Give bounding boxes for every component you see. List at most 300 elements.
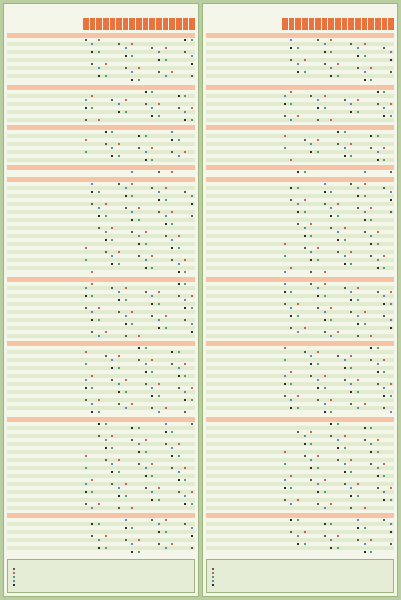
dot-marker-icon	[158, 395, 160, 397]
table-cell	[156, 334, 162, 338]
table-cell	[116, 334, 122, 338]
dot-marker-icon	[178, 247, 180, 249]
square-marker-icon	[330, 215, 332, 217]
province-section	[7, 341, 195, 414]
row-cells	[83, 550, 195, 554]
table-cell	[103, 158, 109, 162]
dot-marker-icon	[297, 303, 299, 305]
table-row	[7, 270, 195, 274]
dot-marker-icon	[125, 539, 127, 541]
dot-marker-icon	[297, 315, 299, 317]
dot-marker-icon	[145, 467, 147, 469]
square-marker-icon	[284, 103, 286, 105]
square-marker-icon	[151, 303, 153, 305]
column-header	[103, 18, 109, 30]
dot-marker-icon	[85, 39, 87, 41]
row-cells	[83, 506, 195, 510]
table-cell	[176, 118, 182, 122]
column-header	[110, 18, 116, 30]
dot-marker-icon	[330, 119, 332, 121]
dot-marker-icon	[297, 187, 299, 189]
dot-marker-icon	[191, 423, 193, 425]
column-header	[83, 18, 89, 30]
dot-marker-icon	[344, 379, 346, 381]
column-header	[116, 18, 122, 30]
dot-marker-icon	[330, 191, 332, 193]
dot-marker-icon	[377, 347, 379, 349]
table-cell	[322, 158, 328, 162]
dot-marker-icon	[337, 215, 339, 217]
table-row	[206, 78, 394, 82]
province-section	[206, 165, 394, 174]
dot-marker-icon	[337, 203, 339, 205]
dot-marker-icon	[330, 51, 332, 53]
dot-marker-icon	[191, 491, 193, 493]
dot-marker-icon	[191, 55, 193, 57]
table-cell	[163, 270, 169, 274]
column-header	[156, 18, 162, 30]
dot-marker-icon	[383, 187, 385, 189]
table-cell	[103, 170, 109, 174]
province-section	[7, 125, 195, 162]
province-section	[7, 513, 195, 554]
province-section	[7, 417, 195, 510]
table-row	[7, 158, 195, 162]
table-cell	[302, 334, 308, 338]
table-cell	[295, 170, 301, 174]
dot-marker-icon	[125, 287, 127, 289]
dot-marker-icon	[158, 319, 160, 321]
dot-marker-icon	[98, 335, 100, 337]
table-cell	[116, 410, 122, 414]
dot-marker-icon	[85, 151, 87, 153]
dot-marker-icon	[357, 299, 359, 301]
dot-marker-icon	[178, 455, 180, 457]
table-cell	[322, 334, 328, 338]
dot-marker-icon	[370, 147, 372, 149]
table-cell	[169, 78, 175, 82]
dot-marker-icon	[377, 291, 379, 293]
dot-marker-icon	[13, 572, 15, 574]
table-cell	[388, 118, 394, 122]
dot-marker-icon	[344, 359, 346, 361]
dot-marker-icon	[91, 63, 93, 65]
dot-marker-icon	[131, 507, 133, 509]
dot-marker-icon	[131, 43, 133, 45]
table-cell	[348, 334, 354, 338]
column-header	[289, 18, 295, 30]
table-cell	[96, 118, 102, 122]
dot-marker-icon	[131, 439, 133, 441]
dot-marker-icon	[317, 351, 319, 353]
square-marker-icon	[91, 411, 93, 413]
table-cell	[83, 270, 89, 274]
table-cell	[315, 270, 321, 274]
dot-marker-icon	[330, 39, 332, 41]
dot-marker-icon	[145, 487, 147, 489]
square-marker-icon	[290, 187, 292, 189]
province-section	[7, 85, 195, 122]
dot-marker-icon	[370, 67, 372, 69]
square-marker-icon	[370, 243, 372, 245]
dot-marker-icon	[191, 39, 193, 41]
dot-marker-icon	[290, 291, 292, 293]
table-cell	[183, 550, 189, 554]
dot-marker-icon	[151, 159, 153, 161]
square-marker-icon	[85, 295, 87, 297]
table-cell	[116, 158, 122, 162]
dot-marker-icon	[85, 503, 87, 505]
square-marker-icon	[178, 375, 180, 377]
dot-marker-icon	[105, 423, 107, 425]
dot-marker-icon	[284, 303, 286, 305]
square-marker-icon	[310, 363, 312, 365]
square-marker-icon	[125, 195, 127, 197]
table-cell	[169, 118, 175, 122]
square-marker-icon	[297, 211, 299, 213]
square-marker-icon	[145, 91, 147, 93]
dot-marker-icon	[111, 227, 113, 229]
dot-marker-icon	[357, 335, 359, 337]
panel-right	[202, 3, 398, 597]
table-cell	[382, 118, 388, 122]
dot-marker-icon	[91, 107, 93, 109]
dot-marker-icon	[377, 151, 379, 153]
square-marker-icon	[370, 135, 372, 137]
sections	[206, 30, 394, 556]
column-header	[183, 18, 189, 30]
table-cell	[163, 78, 169, 82]
square-marker-icon	[111, 155, 113, 157]
dot-marker-icon	[191, 107, 193, 109]
table-cell	[355, 118, 361, 122]
dot-marker-icon	[330, 227, 332, 229]
province-section	[206, 341, 394, 414]
dot-marker-icon	[317, 99, 319, 101]
dot-marker-icon	[98, 539, 100, 541]
table-cell	[169, 506, 175, 510]
table-cell	[342, 334, 348, 338]
table-cell	[282, 170, 288, 174]
row-cells	[83, 78, 195, 82]
square-marker-icon	[357, 195, 359, 197]
square-marker-icon	[310, 151, 312, 153]
dot-marker-icon	[85, 259, 87, 261]
dot-marker-icon	[317, 151, 319, 153]
dot-marker-icon	[357, 287, 359, 289]
column-header	[328, 18, 334, 30]
dot-marker-icon	[383, 315, 385, 317]
table-cell	[96, 158, 102, 162]
dot-marker-icon	[105, 203, 107, 205]
dot-marker-icon	[171, 363, 173, 365]
dot-marker-icon	[118, 459, 120, 461]
square-marker-icon	[171, 247, 173, 249]
table-cell	[382, 270, 388, 274]
dot-marker-icon	[85, 363, 87, 365]
dot-marker-icon	[145, 243, 147, 245]
table-cell	[96, 334, 102, 338]
dot-marker-icon	[350, 263, 352, 265]
dot-marker-icon	[91, 479, 93, 481]
dot-marker-icon	[383, 147, 385, 149]
dot-marker-icon	[191, 547, 193, 549]
square-marker-icon	[145, 475, 147, 477]
table-cell	[335, 270, 341, 274]
table-cell	[129, 334, 135, 338]
table-cell	[110, 334, 116, 338]
dot-marker-icon	[151, 359, 153, 361]
table-cell	[315, 118, 321, 122]
table-cell	[295, 270, 301, 274]
dot-marker-icon	[138, 463, 140, 465]
table-cell	[116, 270, 122, 274]
table-cell	[189, 118, 195, 122]
dot-marker-icon	[85, 307, 87, 309]
table-cell	[96, 170, 102, 174]
column-header	[90, 18, 96, 30]
square-marker-icon	[111, 263, 113, 265]
table-cell	[136, 78, 142, 82]
dot-marker-icon	[138, 427, 140, 429]
table-cell	[143, 158, 149, 162]
dot-marker-icon	[125, 207, 127, 209]
square-marker-icon	[118, 299, 120, 301]
table-cell	[83, 78, 89, 82]
dot-marker-icon	[330, 207, 332, 209]
table-cell	[169, 270, 175, 274]
dot-marker-icon	[158, 383, 160, 385]
dot-marker-icon	[297, 223, 299, 225]
table-cell	[335, 118, 341, 122]
table-cell	[309, 334, 315, 338]
table-cell	[375, 170, 381, 174]
square-marker-icon	[357, 55, 359, 57]
table-cell	[362, 158, 368, 162]
dot-marker-icon	[98, 307, 100, 309]
table-cell	[368, 78, 374, 82]
dot-marker-icon	[377, 363, 379, 365]
square-marker-icon	[184, 119, 186, 121]
table-cell	[129, 158, 135, 162]
dot-marker-icon	[178, 491, 180, 493]
table-cell	[136, 158, 142, 162]
square-marker-icon	[158, 531, 160, 533]
column-headers	[83, 18, 195, 30]
dot-marker-icon	[158, 71, 160, 73]
dot-marker-icon	[118, 103, 120, 105]
dot-marker-icon	[310, 235, 312, 237]
dot-marker-icon	[105, 231, 107, 233]
dot-marker-icon	[184, 363, 186, 365]
column-header	[176, 18, 182, 30]
table-cell	[295, 118, 301, 122]
table-cell	[289, 78, 295, 82]
table-cell	[143, 170, 149, 174]
dot-marker-icon	[297, 203, 299, 205]
dot-marker-icon	[390, 51, 392, 53]
dot-marker-icon	[383, 371, 385, 373]
dot-marker-icon	[165, 327, 167, 329]
dot-marker-icon	[304, 139, 306, 141]
dot-marker-icon	[290, 91, 292, 93]
table-cell	[136, 550, 142, 554]
dot-marker-icon	[165, 187, 167, 189]
dot-marker-icon	[383, 47, 385, 49]
province-section	[206, 85, 394, 122]
dot-marker-icon	[350, 291, 352, 293]
square-marker-icon	[138, 243, 140, 245]
dot-marker-icon	[131, 211, 133, 213]
dot-marker-icon	[158, 115, 160, 117]
dot-marker-icon	[364, 231, 366, 233]
table-cell	[149, 410, 155, 414]
table-row	[206, 270, 394, 274]
legend	[7, 559, 195, 593]
column-header	[362, 18, 368, 30]
table-cell	[156, 170, 162, 174]
table-cell	[282, 118, 288, 122]
dot-marker-icon	[158, 499, 160, 501]
dot-marker-icon	[98, 39, 100, 41]
dot-marker-icon	[324, 203, 326, 205]
square-marker-icon	[165, 431, 167, 433]
dot-marker-icon	[178, 295, 180, 297]
dot-marker-icon	[390, 211, 392, 213]
table-cell	[163, 550, 169, 554]
table-cell	[362, 270, 368, 274]
table-cell	[90, 506, 96, 510]
dot-marker-icon	[383, 159, 385, 161]
square-marker-icon	[178, 95, 180, 97]
table-cell	[90, 78, 96, 82]
dot-marker-icon	[138, 67, 140, 69]
table-cell	[143, 78, 149, 82]
page-subtitle	[206, 13, 394, 16]
table-cell	[348, 118, 354, 122]
column-header	[335, 18, 341, 30]
dot-marker-icon	[364, 323, 366, 325]
dot-marker-icon	[324, 107, 326, 109]
dot-marker-icon	[317, 379, 319, 381]
dot-marker-icon	[284, 255, 286, 257]
square-marker-icon	[304, 235, 306, 237]
dot-marker-icon	[357, 99, 359, 101]
square-marker-icon	[324, 319, 326, 321]
table-cell	[388, 78, 394, 82]
dot-marker-icon	[184, 271, 186, 273]
square-marker-icon	[171, 139, 173, 141]
table-cell	[163, 158, 169, 162]
table-cell	[282, 334, 288, 338]
dot-marker-icon	[85, 399, 87, 401]
dot-marker-icon	[184, 467, 186, 469]
dot-marker-icon	[310, 271, 312, 273]
row-cells	[282, 334, 394, 338]
dot-marker-icon	[118, 155, 120, 157]
square-marker-icon	[284, 291, 286, 293]
dot-marker-icon	[390, 383, 392, 385]
dot-marker-icon	[85, 379, 87, 381]
dot-marker-icon	[145, 383, 147, 385]
dot-marker-icon	[184, 495, 186, 497]
dot-marker-icon	[171, 239, 173, 241]
dot-marker-icon	[364, 43, 366, 45]
column-header	[136, 18, 142, 30]
table-cell	[342, 158, 348, 162]
dot-marker-icon	[91, 491, 93, 493]
table-row	[206, 118, 394, 122]
dot-marker-icon	[118, 263, 120, 265]
dot-marker-icon	[111, 239, 113, 241]
dot-marker-icon	[191, 307, 193, 309]
dot-marker-icon	[171, 71, 173, 73]
dot-marker-icon	[377, 231, 379, 233]
dot-marker-icon	[158, 171, 160, 173]
column-header	[322, 18, 328, 30]
column-headers	[282, 18, 394, 30]
dot-marker-icon	[310, 283, 312, 285]
dot-marker-icon	[131, 323, 133, 325]
column-header	[375, 18, 381, 30]
dot-marker-icon	[191, 195, 193, 197]
table-cell	[189, 550, 195, 554]
square-marker-icon	[151, 395, 153, 397]
dot-marker-icon	[317, 39, 319, 41]
table-cell	[282, 158, 288, 162]
table-cell	[103, 118, 109, 122]
dot-marker-icon	[111, 463, 113, 465]
dot-marker-icon	[145, 135, 147, 137]
dot-marker-icon	[131, 311, 133, 313]
dot-marker-icon	[184, 51, 186, 53]
dot-marker-icon	[284, 95, 286, 97]
dot-marker-icon	[390, 319, 392, 321]
dot-marker-icon	[171, 447, 173, 449]
table-cell	[388, 158, 394, 162]
dot-marker-icon	[165, 531, 167, 533]
dot-marker-icon	[390, 171, 392, 173]
table-cell	[368, 270, 374, 274]
dot-marker-icon	[131, 543, 133, 545]
table-cell	[348, 78, 354, 82]
square-marker-icon	[178, 283, 180, 285]
square-marker-icon	[158, 59, 160, 61]
square-marker-icon	[158, 327, 160, 329]
dot-marker-icon	[98, 503, 100, 505]
table-cell	[169, 158, 175, 162]
column-header	[355, 18, 361, 30]
dot-marker-icon	[370, 207, 372, 209]
dot-marker-icon	[118, 471, 120, 473]
square-marker-icon	[337, 131, 339, 133]
square-marker-icon	[91, 51, 93, 53]
table-row	[7, 506, 195, 510]
table-cell	[116, 170, 122, 174]
column-header	[342, 18, 348, 30]
dot-marker-icon	[364, 71, 366, 73]
table-cell	[143, 270, 149, 274]
table-cell	[328, 118, 334, 122]
square-marker-icon	[191, 331, 193, 333]
column-header	[149, 18, 155, 30]
dot-marker-icon	[98, 411, 100, 413]
table-cell	[355, 334, 361, 338]
dot-marker-icon	[118, 383, 120, 385]
dot-marker-icon	[390, 303, 392, 305]
dot-marker-icon	[370, 79, 372, 81]
table-cell	[368, 334, 374, 338]
